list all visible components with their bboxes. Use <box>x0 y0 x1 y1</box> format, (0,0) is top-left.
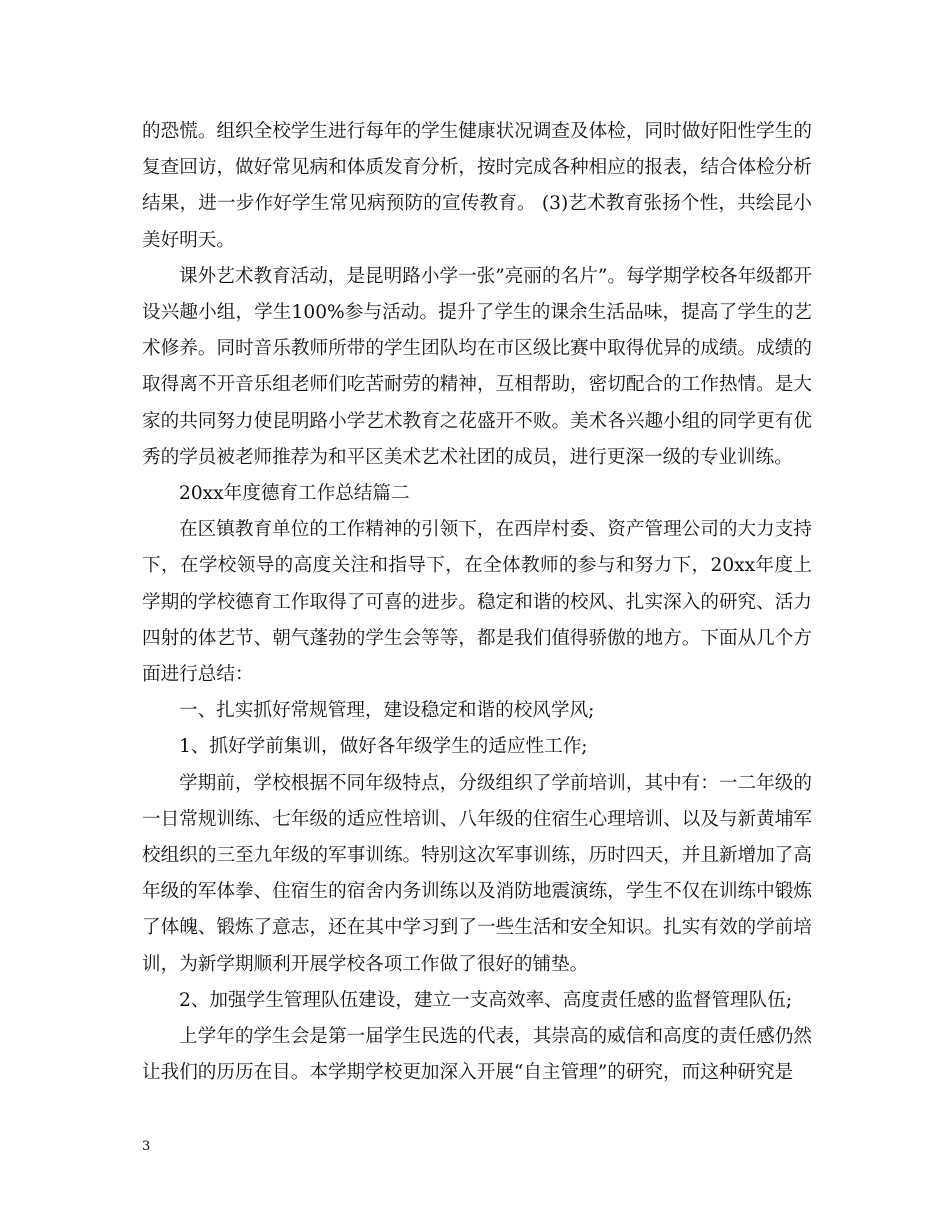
paragraph-pre-term-training: 学期前，学校根据不同年级特点，分级组织了学前培训，其中有：一二年级的一日常规训练、七年级的适应性培训、八年级的住宿生心理培训、以及与新黄埔军校组织的三至九年级的军事训练。特别这次军事训练，历时四天，并且新增加了高年级的军体拳、住宿生的宿舍内务训练以及消防地震演练，学生不仅在训练中锻炼了体魄、锻炼了意志，还在其中学习到了一些生活和安全知识。扎实有效的学前培训，为新学期顺利开展学校各项工作做了很好的铺垫。 <box>142 772 812 975</box>
heading-student-management: 2、加强学生管理队伍建设，建立一支高效率、高度责任感的监督管理队伍; <box>179 989 793 1011</box>
heading-pre-term-training: 1、抓好学前集训，做好各年级学生的适应性工作; <box>179 736 588 758</box>
page-number: 3 <box>142 1139 151 1154</box>
paragraph-health: 的恐慌。组织全校学生进行每年的学生健康状况调查及体检，同时做好阳性学生的复查回访，做好常见病和体质发育分析，按时完成各种相应的报表，结合体检分析结果，进一步作好学生常见病预防的宣传教育。 (3)艺术教育张扬个性，共绘昆小美好明天。 <box>142 121 812 251</box>
paragraph-intro: 在区镇教育单位的工作精神的引领下，在西岸村委、资产管理公司的大力支持下，在学校领导的高度关注和指导下，在全体教师的参与和努力下，20xx年度上学期的学校德育工作取得了可喜的进步。稳定和谐的校风、扎实深入的研究、活力四射的体艺节、朝气蓬勃的学生会等等，都是我们值得骄傲的地方。下面从几个方面进行总结： <box>142 519 812 686</box>
body-text <box>142 114 812 1091</box>
heading-routine-management: 一、扎实抓好常规管理，建设稳定和谐的校风学风; <box>179 700 595 722</box>
section-title: 20xx年度德育工作总结篇二 <box>179 483 410 505</box>
paragraph-art-education: 课外艺术教育活动，是昆明路小学一张”亮丽的名片”。每学期学校各年级都开设兴趣小组，学生100%参与活动。提升了学生的课余生活品味，提高了学生的艺术修养。同时音乐教师所带的学生团队均在市区级比赛中取得优异的成绩。成绩的取得离不开音乐组老师们吃苦耐劳的精神，互相帮助，密切配合的工作热情。是大家的共同努力使昆明路小学艺术教育之花盛开不败。美术各兴趣小组的同学更有优秀的学员被老师推荐为和平区美术艺术社团的成员，进行更深一级的专业训练。 <box>142 265 812 468</box>
paragraph-student-union: 上学年的学生会是第一届学生民选的代表，其崇高的威信和高度的责任感仍然让我们的历历在目。本学期学校更加深入开展“自主管理”的研究，而这种研究是 <box>142 1026 812 1084</box>
